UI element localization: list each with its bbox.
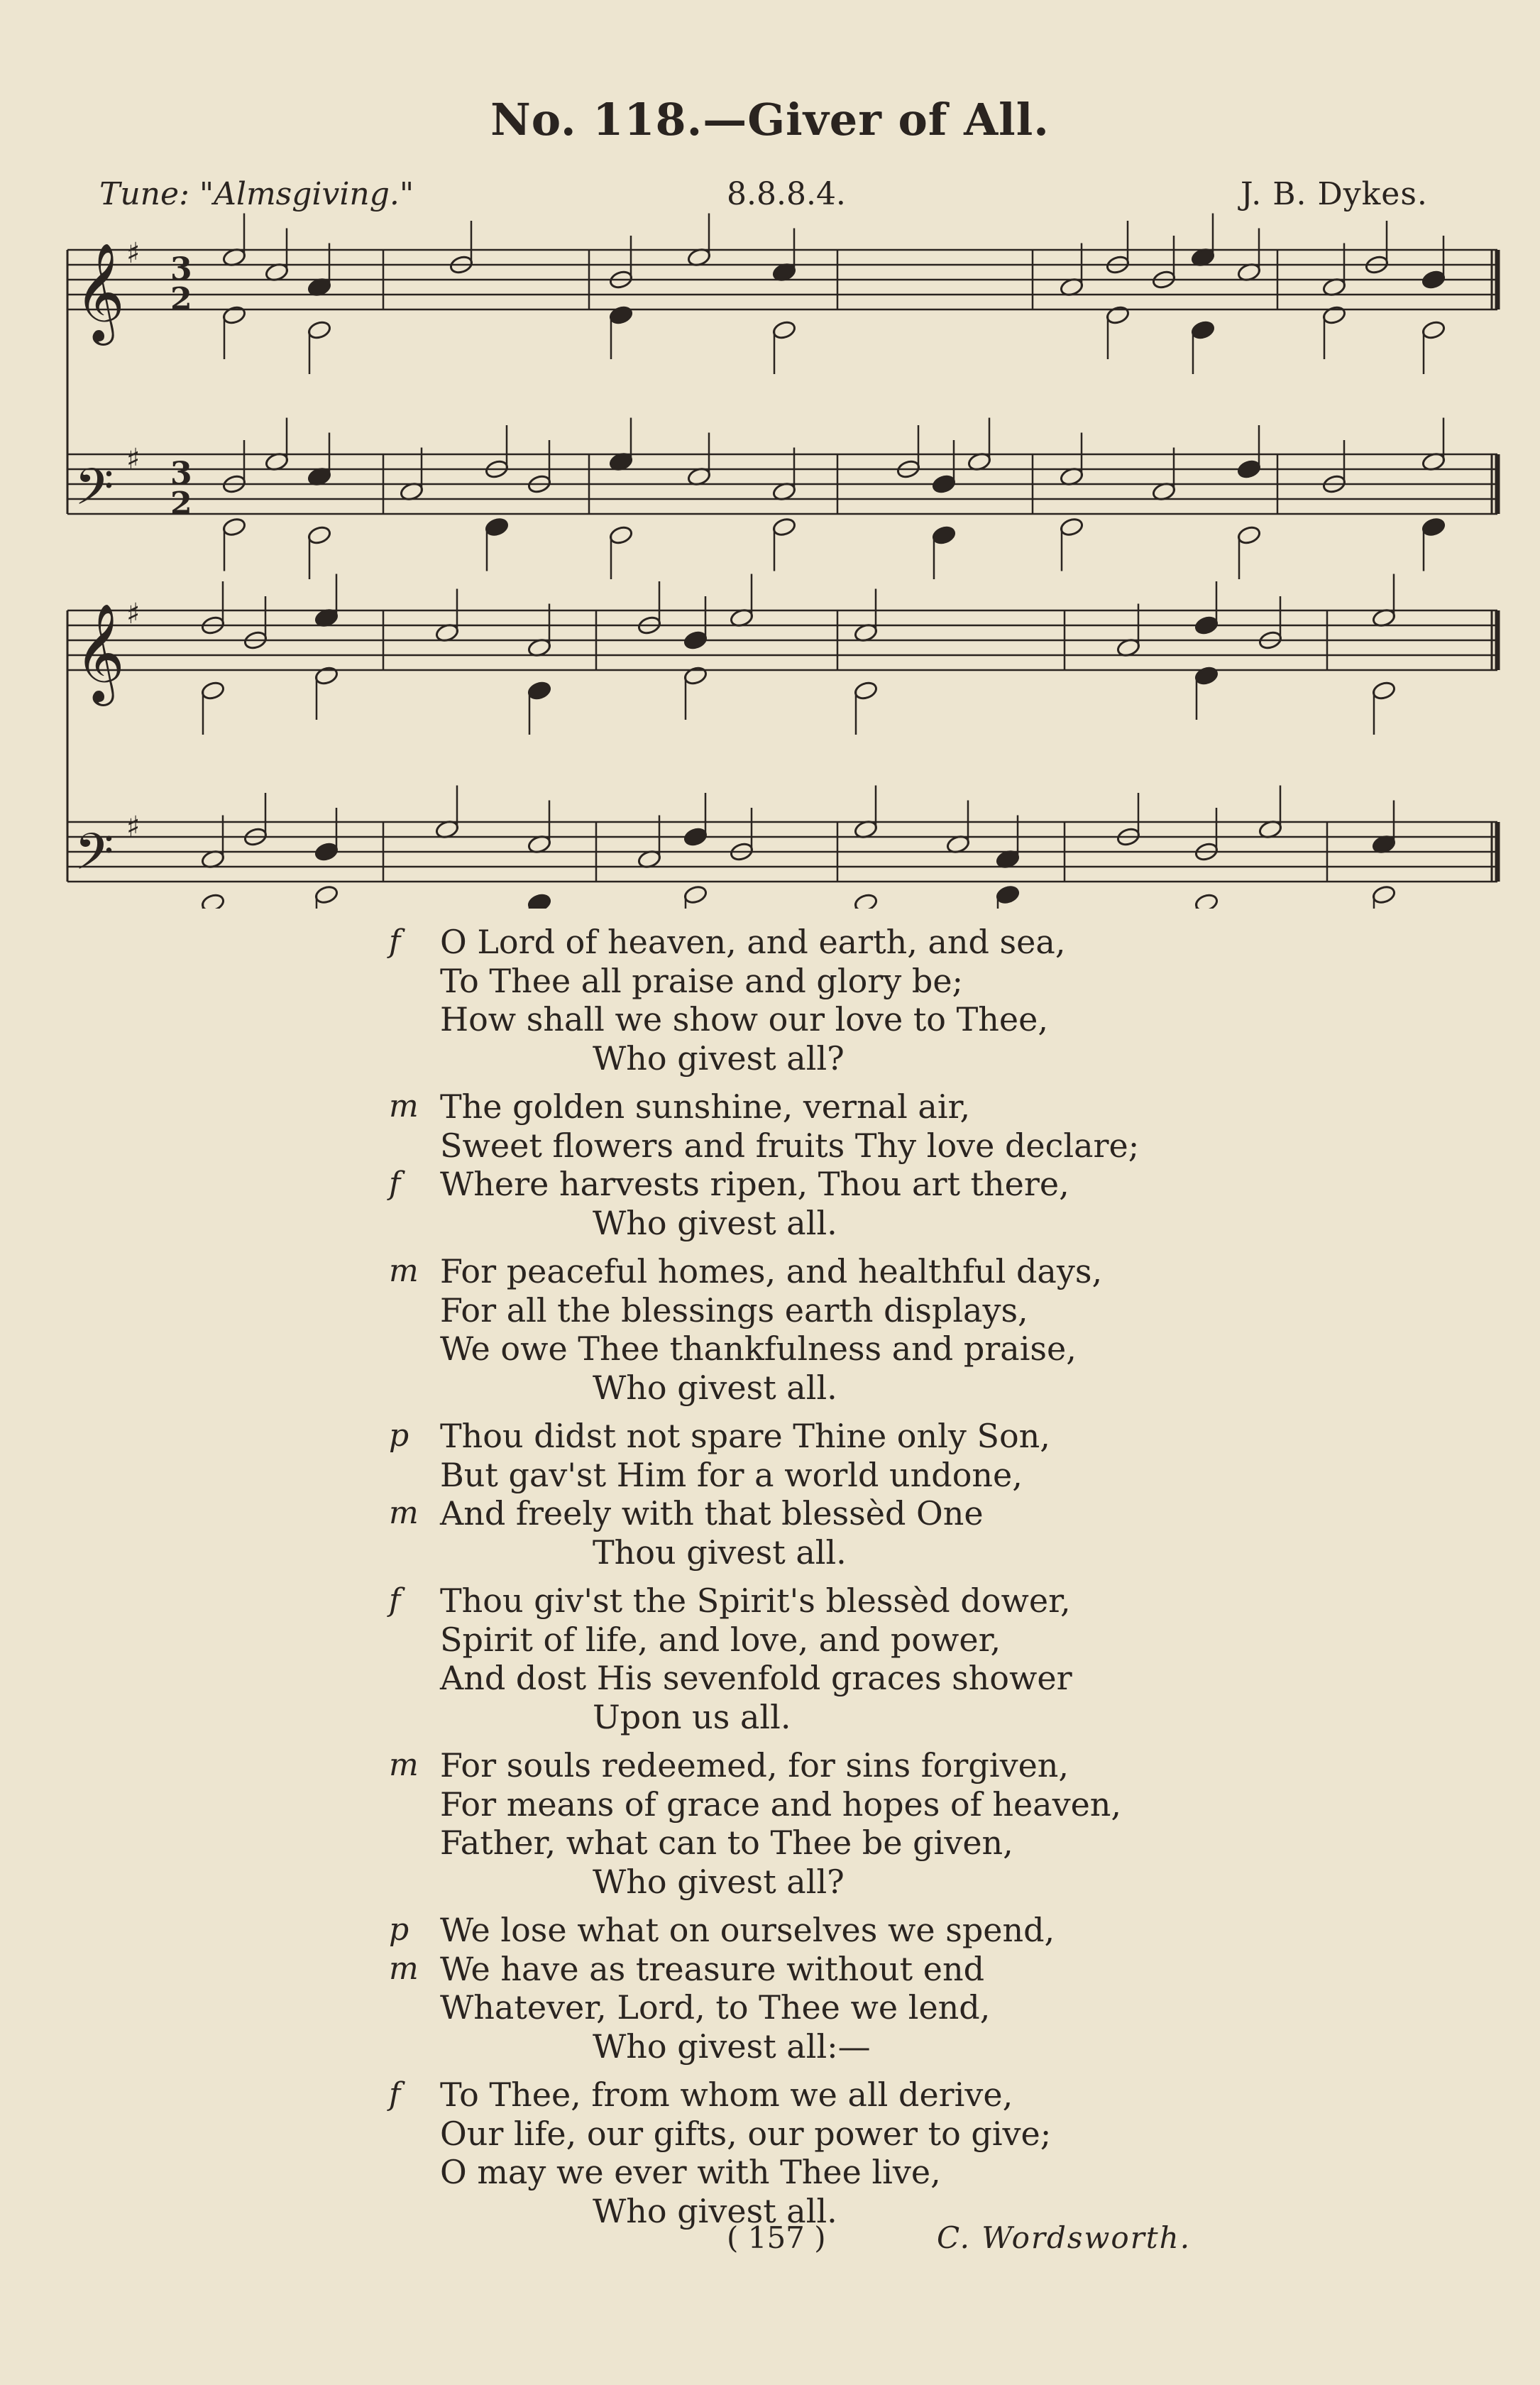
stanza-line [369, 1291, 1363, 1330]
notehead [1194, 665, 1219, 686]
notehead [527, 892, 551, 909]
stanza-line [369, 1204, 1363, 1243]
meter: 8.8.8.4. [727, 176, 846, 212]
time-signature-bottom: 2 [170, 486, 192, 522]
stanza-line [369, 1369, 1363, 1408]
stanza-line [369, 1039, 1363, 1078]
sharp-sign: ♯ [126, 811, 141, 843]
stanza-line [369, 1950, 1363, 1989]
stanza-line [369, 1581, 1363, 1621]
stanza-line [369, 1863, 1363, 1902]
music-score [0, 0, 1540, 909]
lyric-text: Our life, our gifts, our power to give; [440, 2114, 1052, 2153]
lyric-text: But gav'st Him for a world undone, [440, 1455, 1023, 1494]
notehead [221, 305, 246, 325]
dynamic-marking: m [389, 1253, 419, 1289]
notehead [1321, 305, 1346, 325]
stanza-line [369, 1824, 1363, 1863]
hymn-title: No. 118.—Giver of All. [490, 94, 1050, 146]
lyric-text: We have as treasure without end [440, 1949, 985, 1988]
tune-name: Tune: "Almsgiving." [99, 176, 414, 212]
lyric-text: For means of grace and hopes of heaven, [440, 1784, 1122, 1824]
stanza-line [369, 1621, 1363, 1660]
stanza-1 [369, 923, 1363, 1078]
notehead [200, 680, 225, 701]
notehead [307, 319, 331, 340]
notehead [484, 517, 509, 537]
notehead [1236, 525, 1261, 545]
notehead [683, 826, 708, 847]
notehead [314, 665, 339, 686]
lyric-text: O Lord of heaven, and earth, and sea, [440, 923, 1066, 961]
notehead [853, 680, 878, 701]
stanza-line [369, 1252, 1363, 1291]
stanza-line [369, 1746, 1363, 1785]
stanza-line [369, 1329, 1363, 1369]
stanza-6 [369, 1746, 1363, 1901]
notehead [683, 630, 708, 650]
stanza-line [369, 1087, 1363, 1126]
lyric-text: Sweet flowers and fruits Thy love declare; [440, 1126, 1140, 1165]
lyric-text: For all the blessings earth displays, [440, 1290, 1028, 1329]
stanza-line [369, 1911, 1363, 1950]
lyric-text: Spirit of life, and love, and power, [440, 1620, 1001, 1659]
notehead [1421, 517, 1446, 537]
sharp-sign: ♯ [126, 443, 141, 476]
stanza-line [369, 1785, 1363, 1824]
notehead [771, 517, 796, 537]
lyric-text: Who givest all? [593, 1862, 845, 1901]
composer: J. B. Dykes. [1241, 176, 1428, 212]
notehead [1421, 319, 1446, 340]
sharp-sign: ♯ [126, 598, 141, 630]
stanza-7 [369, 1911, 1363, 2066]
notehead [683, 665, 708, 686]
stanza-line [369, 923, 1363, 962]
stanza-line [369, 2076, 1363, 2115]
notehead [200, 892, 225, 909]
lyric-text: O may we ever with Thee live, [440, 2153, 941, 2191]
lyric-text: To Thee, from whom we all derive, [440, 2076, 1013, 2114]
stanza-5 [369, 1581, 1363, 1736]
stanza-line [369, 2192, 1363, 2231]
stanza-4 [369, 1417, 1363, 1572]
notehead [608, 305, 633, 325]
time-signature-bottom: 2 [170, 281, 192, 317]
notehead [771, 319, 796, 340]
notehead [1105, 305, 1130, 325]
notehead [314, 841, 339, 862]
lyric-text: And freely with that blessèd One [440, 1494, 984, 1533]
notehead [995, 884, 1020, 905]
notehead [1194, 615, 1219, 635]
dynamic-marking: m [389, 1088, 419, 1124]
lyric-text: Father, what can to Thee be given, [440, 1824, 1013, 1862]
notehead [314, 884, 339, 905]
lyric-text: The golden sunshine, vernal air, [440, 1087, 971, 1126]
stanza-line [369, 1000, 1363, 1039]
lyric-text: And dost His sevenfold graces shower [440, 1659, 1072, 1697]
stanza-line [369, 1126, 1363, 1166]
lyric-text: Upon us all. [593, 1697, 791, 1736]
stanza-2 [369, 1087, 1363, 1242]
lyric-text: For souls redeemed, for sins forgiven, [440, 1746, 1069, 1784]
notehead [931, 473, 956, 494]
notehead [527, 680, 551, 701]
notehead [1190, 319, 1215, 340]
stanza-line [369, 1988, 1363, 2027]
lyric-text: Who givest all? [593, 1038, 845, 1078]
notehead [307, 525, 331, 545]
dynamic-marking: f [389, 1582, 401, 1618]
lyric-text: How shall we show our love to Thee, [440, 1000, 1048, 1038]
stanza-3 [369, 1252, 1363, 1407]
stanza-line [369, 1165, 1363, 1204]
notehead [1194, 892, 1219, 909]
notehead [931, 525, 956, 545]
dynamic-marking: f [389, 923, 401, 960]
notehead [1371, 884, 1396, 905]
time-signature-top: 3 [170, 251, 192, 287]
dynamic-marking: f [389, 1166, 401, 1202]
lyric-text: Thou giv'st the Spirit's blessèd dower, [440, 1581, 1071, 1620]
stanza-line [369, 2115, 1363, 2154]
dynamic-marking: m [389, 1495, 419, 1531]
hymn-author: C. Wordsworth. [937, 2220, 1192, 2255]
lyric-text: Thou givest all. [593, 1533, 847, 1572]
stanza-line [369, 2153, 1363, 2192]
stanza-line [369, 1456, 1363, 1495]
dynamic-marking: m [389, 1747, 419, 1783]
stanza-line [369, 1494, 1363, 1533]
lyric-text: Who givest all. [593, 2191, 837, 2230]
lyric-text: Who givest all. [593, 1368, 837, 1407]
notehead [1371, 680, 1396, 701]
notehead [1059, 517, 1084, 537]
notehead [221, 517, 246, 537]
stanza-line [369, 1533, 1363, 1572]
stanza-line [369, 1698, 1363, 1737]
stanza-8 [369, 2076, 1363, 2230]
lyric-text: Where harvests ripen, Thou art there, [440, 1165, 1069, 1203]
lyric-text: Thou didst not spare Thine only Son, [440, 1417, 1050, 1455]
stanza-line [369, 2027, 1363, 2066]
lyric-text: Who givest all:— [593, 2027, 871, 2066]
bass-clef: 𝄢 [75, 823, 114, 894]
dynamic-marking: m [389, 1950, 419, 1987]
treble-clef: 𝄞 [75, 243, 125, 341]
notehead [608, 525, 633, 545]
notehead [1236, 459, 1261, 479]
dynamic-marking: f [389, 2076, 401, 2112]
page-number: ( 157 ) [727, 2220, 826, 2255]
notehead [1421, 269, 1446, 290]
lyric-text: Who givest all. [593, 1203, 837, 1242]
time-signature-top: 3 [170, 456, 192, 492]
dynamic-marking: p [389, 1418, 409, 1454]
hymn-stanzas [369, 923, 1363, 2240]
lyric-text: We owe Thee thankfulness and praise, [440, 1329, 1077, 1368]
lyric-text: To Thee all praise and glory be; [440, 961, 964, 1000]
stanza-line [369, 1659, 1363, 1698]
lyric-text: Whatever, Lord, to Thee we lend, [440, 1988, 991, 2027]
bass-clef: 𝄢 [75, 458, 114, 529]
lyric-text: For peaceful homes, and healthful days, [440, 1252, 1103, 1290]
sharp-sign: ♯ [126, 237, 141, 270]
dynamic-marking: p [389, 1912, 409, 1948]
stanza-line [369, 1417, 1363, 1456]
treble-clef: 𝄞 [75, 603, 125, 702]
stanza-line [369, 962, 1363, 1001]
lyric-text: We lose what on ourselves we spend, [440, 1911, 1055, 1949]
notehead [683, 884, 708, 905]
notehead [853, 892, 878, 909]
